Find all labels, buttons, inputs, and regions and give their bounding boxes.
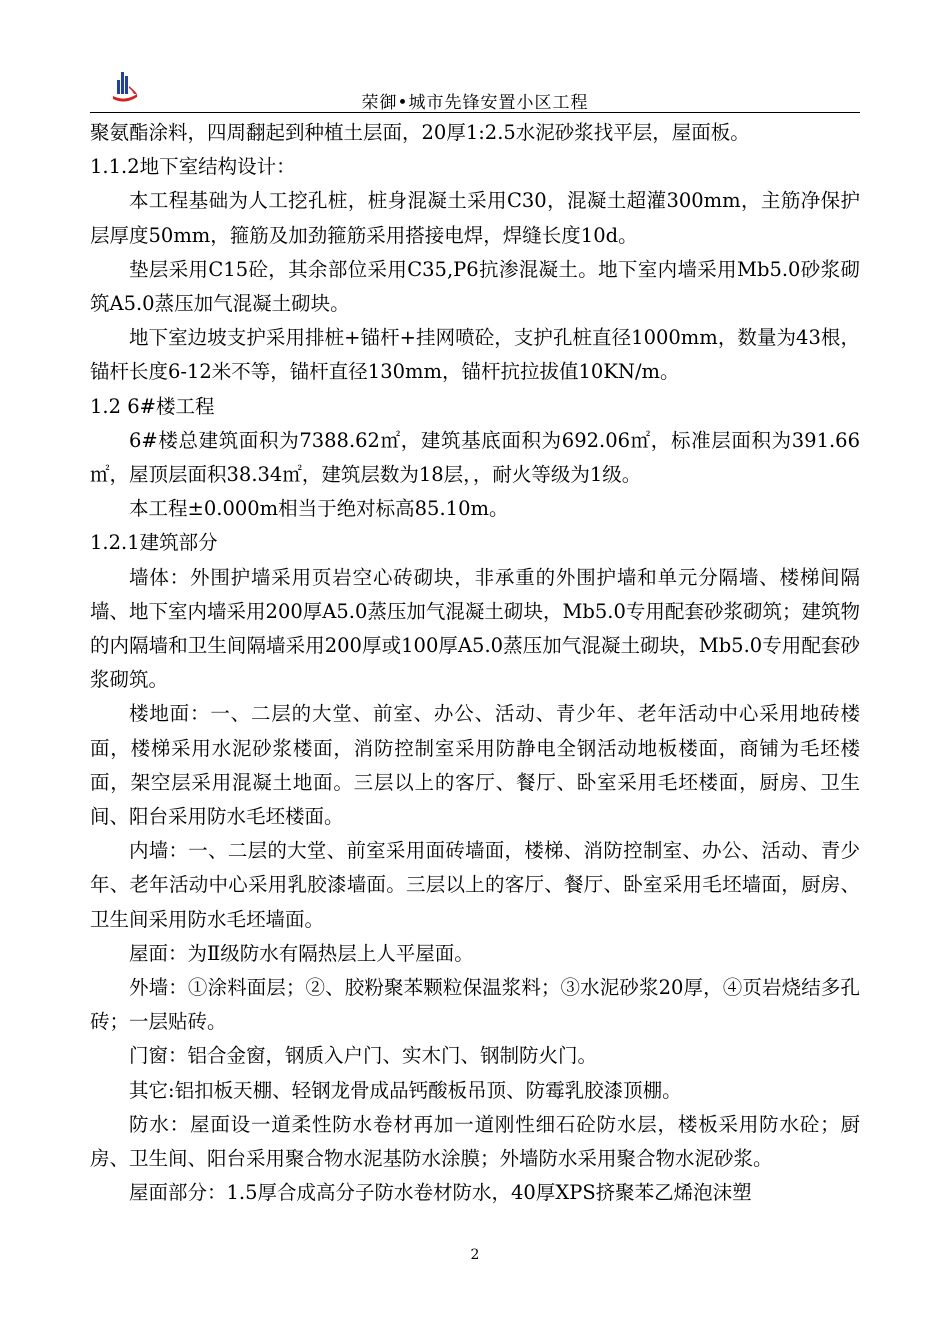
document-body — [90, 116, 860, 1211]
paragraph: 垫层采用C15砼，其余部位采用C35,P6抗渗混凝土。地下室内墙采用Mb5.0砂浆砌筑A5.0蒸压加气混凝土砌块。 — [90, 257, 860, 316]
paragraph: 墙体：外围护墙采用页岩空心砖砌块，非承重的外围护墙和单元分隔墙、楼梯间隔墙、地下室内墙采用200厚A5.0蒸压加气混凝土砌块，Mb5.0专用配套砂浆砌筑；建筑物的内隔墙和卫生间隔墙采用200厚或100厚A5.0蒸压加气混凝土砌块，Mb5.0专用配套砂浆砌筑。 — [90, 565, 860, 692]
paragraph: 屋面：为Ⅱ级防水有隔热层上人平屋面。 — [129, 941, 474, 965]
header-title: 荣御•城市先锋安置小区工程 — [361, 93, 589, 113]
paragraph: 6#楼总建筑面积为7388.62㎡，建筑基底面积为692.06㎡，标准层面积为391.66㎡，屋顶层面积38.34㎡，建筑层数为18层，，耐火等级为1级。 — [90, 428, 860, 487]
paragraph: 楼地面：一、二层的大堂、前室、办公、活动、青少年、老年活动中心采用地砖楼面，楼梯采用水泥砂浆楼面，消防控制室采用防静电全钢活动地板楼面，商铺为毛坯楼面，架空层采用混凝土地面。三层以上的客厅、餐厅、卧室采用毛坯楼面，厨房、卫生间、阳台采用防水毛坯楼面。 — [90, 702, 860, 829]
section-heading: 1.2 6#楼工程 — [90, 394, 215, 418]
paragraph: 门窗：铝合金窗，钢质入户门、实木门、钢制防火门。 — [129, 1044, 598, 1068]
header-divider — [90, 112, 860, 113]
paragraph: 地下室边坡支护采用排桩+锚杆+挂网喷砼，支护孔桩直径1000mm，数量为43根，锚杆长度6-12米不等，锚杆直径130mm，锚杆抗拉拔值10KN/m。 — [90, 326, 860, 384]
section-heading: 1.2.1建筑部分 — [90, 531, 218, 555]
paragraph: 本工程±0.000m相当于绝对标高85.10m。 — [129, 497, 509, 521]
paragraph: 内墙：一、二层的大堂、前室采用面砖墙面，楼梯、消防控制室、办公、活动、青少年、老年活动中心采用乳胶漆墙面。三层以上的客厅、餐厅、卧室采用毛坯墙面，厨房、卫生间采用防水毛坯墙面。 — [90, 839, 860, 931]
page-header — [90, 72, 860, 116]
paragraph: 本工程基础为人工挖孔桩，桩身混凝土采用C30，混凝土超灌300mm，主筋净保护层厚度50mm，箍筋及加劲箍筋采用搭接电焊，焊缝长度10d。 — [90, 189, 860, 247]
paragraph: 其它:铝扣板天棚、轻钢龙骨成品钙酸板吊顶、防霉乳胶漆顶棚。 — [129, 1078, 682, 1102]
section-heading: 1.1.2地下室结构设计： — [90, 155, 296, 179]
paragraph: 聚氨酯涂料，四周翻起到种植土层面，20厚1:2.5水泥砂浆找平层，屋面板。 — [90, 121, 750, 144]
paragraph: 屋面部分：1.5厚合成高分子防水卷材防水，40厚XPS挤聚苯乙烯泡沫塑 — [129, 1181, 752, 1205]
paragraph: 外墙：①涂料面层；②、胶粉聚苯颗粒保温浆料；③水泥砂浆20厚，④页岩烧结多孔砖；一层贴砖。 — [90, 976, 860, 1034]
page-number: 2 — [470, 1247, 480, 1263]
paragraph: 防水：屋面设一道柔性防水卷材再加一道刚性细石砼防水层，楼板采用防水砼；厨房、卫生间、阳台采用聚合物水泥基防水涂膜；外墙防水采用聚合物水泥砂浆。 — [90, 1112, 860, 1171]
